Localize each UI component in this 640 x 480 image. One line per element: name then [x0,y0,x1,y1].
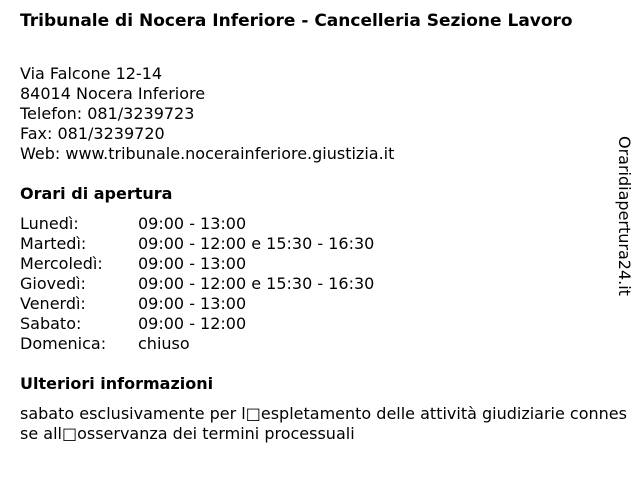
hours-time: chiuso [138,334,190,353]
hours-time: 09:00 - 12:00 e 15:30 - 16:30 [138,234,375,253]
hours-time: 09:00 - 13:00 [138,294,247,313]
opening-hours-heading: Orari di apertura [20,184,173,203]
hours-time: 09:00 - 13:00 [138,214,247,233]
hours-time: 09:00 - 13:00 [138,254,247,273]
address-fax: Fax: 081/3239720 [20,124,165,143]
hours-day: Martedì: [20,234,87,253]
site-watermark: Oraridiapertura24.it [615,136,634,296]
further-info-heading: Ulteriori informazioni [20,374,214,393]
hours-day: Sabato: [20,314,82,333]
hours-day: Domenica: [20,334,107,353]
hours-day: Mercoledì: [20,254,103,273]
address-block [20,64,394,164]
address-web: Web: www.tribunale.nocerainferiore.giustizia.it [20,144,395,163]
hours-day: Giovedì: [20,274,86,293]
hours-time: 09:00 - 12:00 [138,314,247,333]
address-phone: Telefon: 081/3239723 [20,104,195,123]
hours-day: Venerdì: [20,294,86,313]
address-city: 84014 Nocera Inferiore [20,84,206,103]
address-street: Via Falcone 12-14 [20,64,163,83]
further-info-text: sabato esclusivamente per l□espletamento delle attività giudiziarie connesse all□osservanza dei termini processuali [20,404,627,443]
hours-time: 09:00 - 12:00 e 15:30 - 16:30 [138,274,375,293]
page-title: Tribunale di Nocera Inferiore - Cancelleria Sezione Lavoro [20,11,573,31]
hours-day: Lunedì: [20,214,79,233]
